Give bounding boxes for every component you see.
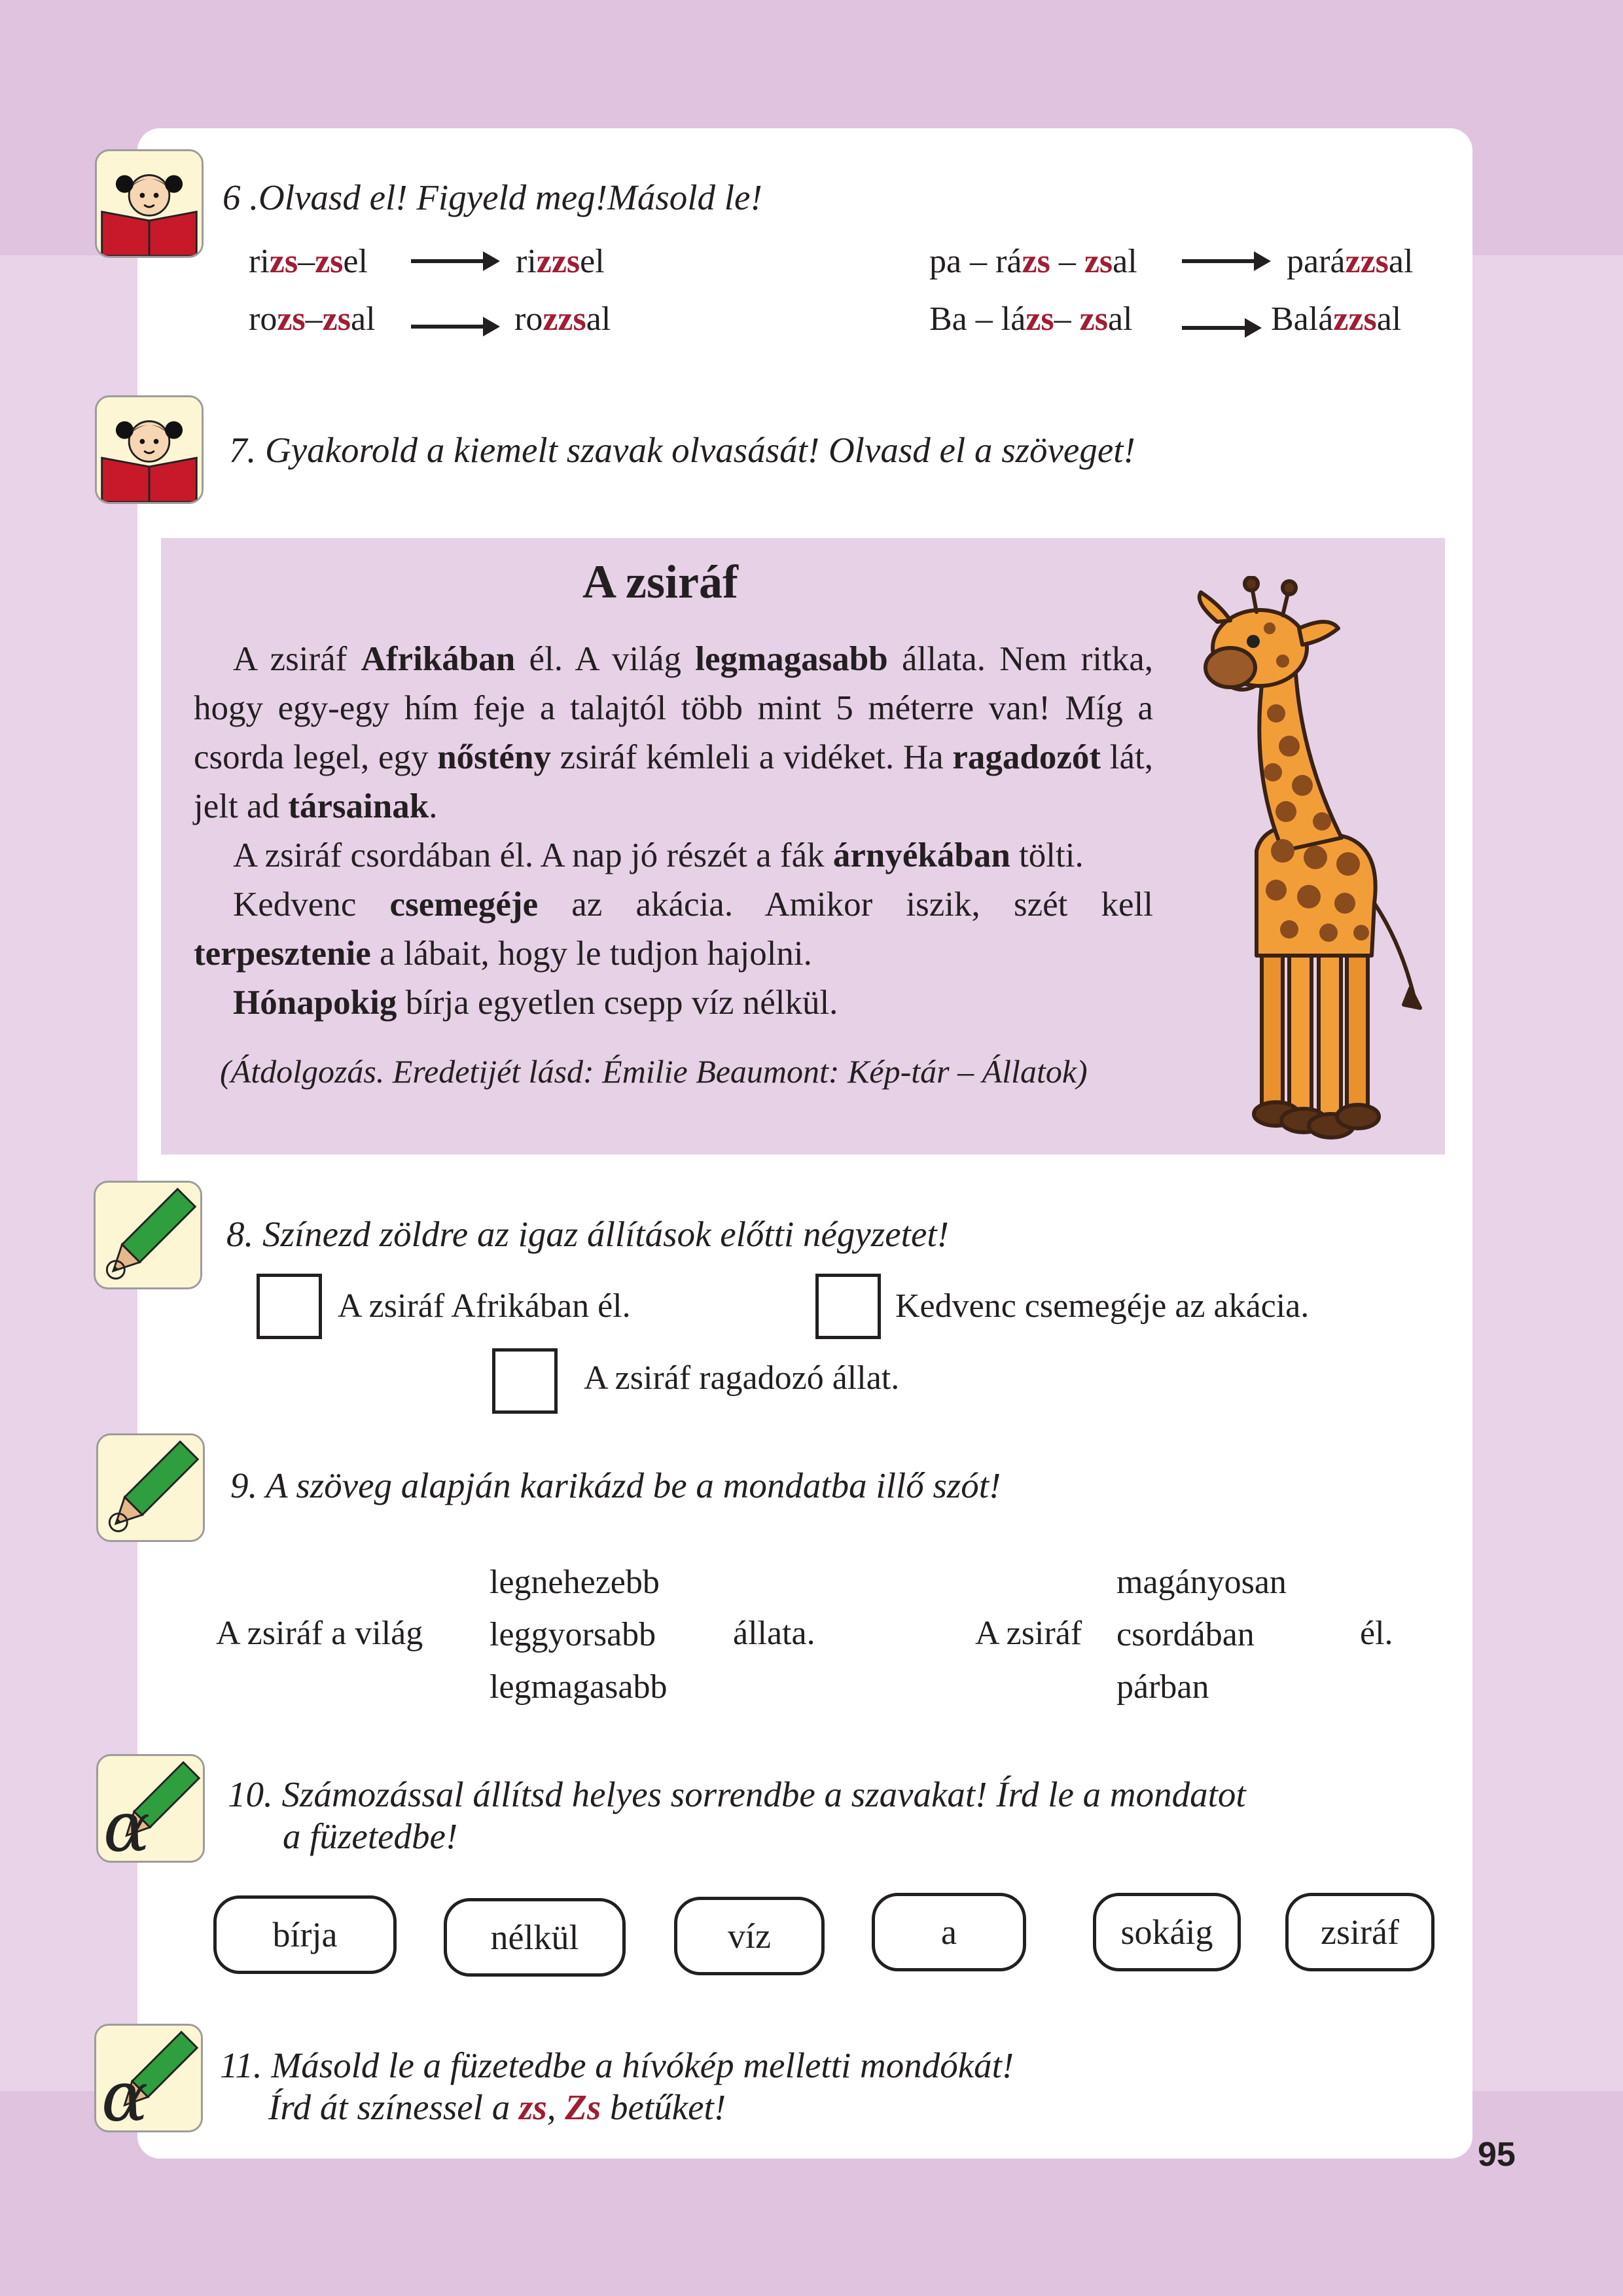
word-card[interactable]: zsiráf bbox=[1285, 1893, 1435, 1971]
exercise-10-instruction-continued: a füzetedbe! bbox=[283, 1816, 458, 1856]
word-options bbox=[490, 1556, 667, 1713]
arrow-icon bbox=[411, 325, 496, 329]
word-options bbox=[1116, 1556, 1287, 1713]
statement-label: A zsiráf ragadozó állat. bbox=[584, 1359, 900, 1397]
reading-girl-icon bbox=[95, 149, 204, 258]
reading-paragraph: A zsiráf csordában él. A nap jó részét a fák árnyékában tölti. bbox=[233, 836, 1084, 874]
exercise-8-instruction: 8. Színezd zöldre az igaz állítások előtti négyzetet! bbox=[226, 1214, 949, 1254]
arrow-icon bbox=[1182, 259, 1267, 263]
pencil-icon bbox=[94, 1181, 202, 1289]
statement-label: Kedvenc csemegéje az akácia. bbox=[895, 1287, 1310, 1325]
word-option[interactable]: csordában bbox=[1116, 1616, 1255, 1653]
word-option[interactable]: magányosan bbox=[1116, 1564, 1287, 1601]
svg-text:α: α bbox=[101, 2056, 149, 2130]
word-card[interactable]: víz bbox=[674, 1897, 825, 1975]
word-option[interactable]: párban bbox=[1116, 1668, 1209, 1706]
arrow-icon bbox=[1182, 326, 1258, 330]
ex6-right-row2-result: Balázzsal bbox=[1271, 300, 1402, 338]
word-option[interactable]: legnehezebb bbox=[490, 1564, 660, 1601]
pencil-icon bbox=[96, 1433, 205, 1542]
ex6-left-row1-result: rizzsel bbox=[516, 243, 605, 280]
word-option[interactable]: leggyorsabb bbox=[490, 1616, 656, 1653]
exercise-11-instruction: 11. Másold le a füzetedbe a hívókép melletti mondókát! bbox=[220, 2045, 1014, 2085]
reading-source: (Átdolgozás. Eredetijét lásd: Émilie Beaumont: Kép-tár – Állatok) bbox=[220, 1053, 1088, 1090]
reading-paragraph: A zsiráf Afrikában él. A világ legmagasabb állata. Nem ritka, hogy egy-egy hím feje a talajtól több mint 5 méterre van! Míg a csorda legel, egy nőstény zsiráf kémleli a vidéket. Ha ragadozót lát, jelt ad társainak. bbox=[194, 640, 1154, 825]
writing-pencil-icon bbox=[96, 1754, 205, 1863]
sentence-end: él. bbox=[1360, 1615, 1393, 1652]
giraffe-illustration bbox=[1191, 576, 1433, 1145]
reading-girl-icon bbox=[95, 395, 204, 504]
writing-pencil-icon bbox=[94, 2024, 203, 2132]
arrow-icon bbox=[411, 259, 496, 263]
exercise-7-instruction: 7. Gyakorold a kiemelt szavak olvasását! Olvasd el a szöveget! bbox=[229, 430, 1135, 470]
ex6-right-row2-source: Ba – lázs– zsal bbox=[929, 300, 1133, 338]
ex6-left-row1-source: rizs–zsel bbox=[249, 243, 368, 280]
ex6-left-row2-result: rozzsal bbox=[514, 300, 611, 338]
sentence-end: állata. bbox=[733, 1615, 815, 1652]
statement-checkbox[interactable] bbox=[815, 1274, 881, 1339]
exercise-6-instruction: 6 .Olvasd el! Figyeld meg!Másold le! bbox=[223, 177, 762, 217]
word-card[interactable]: nélkül bbox=[444, 1898, 626, 1977]
svg-text:α: α bbox=[103, 1787, 151, 1861]
ex6-right-row1-result: parázzsal bbox=[1287, 243, 1414, 280]
ex6-right-row1-source: pa – rázs – zsal bbox=[929, 243, 1137, 280]
exercise-10-instruction: 10. Számozással állítsd helyes sorrendbe a szavakat! Írd le a mondatot bbox=[228, 1774, 1246, 1814]
exercise-9-instruction: 9. A szöveg alapján karikázd be a mondatba illő szót! bbox=[230, 1465, 1001, 1505]
exercise-11-instruction-continued: Írd át színessel a zs, Zs betűket! bbox=[268, 2087, 726, 2127]
ex6-left-row2-source: rozs–zsal bbox=[249, 300, 376, 338]
reading-paragraph: Kedvenc csemegéje az akácia. Amikor iszik, szét kell terpesztenie a lábait, hogy le tudjon hajolni. bbox=[194, 886, 1153, 973]
statement-checkbox[interactable] bbox=[492, 1348, 558, 1414]
page-number: 95 bbox=[1478, 2136, 1516, 2174]
sentence-start: A zsiráf bbox=[975, 1615, 1082, 1652]
reading-paragraph: Hónapokig bírja egyetlen csepp víz nélkül. bbox=[233, 984, 838, 1022]
statement-checkbox[interactable] bbox=[257, 1274, 322, 1339]
word-card[interactable]: sokáig bbox=[1093, 1893, 1241, 1971]
reading-title: A zsiráf bbox=[582, 556, 738, 608]
sentence-start: A zsiráf a világ bbox=[216, 1615, 423, 1652]
word-card[interactable]: bírja bbox=[213, 1895, 397, 1974]
reading-text bbox=[194, 635, 1153, 1028]
word-option[interactable]: legmagasabb bbox=[490, 1668, 668, 1706]
statement-label: A zsiráf Afrikában él. bbox=[338, 1287, 631, 1325]
word-card[interactable]: a bbox=[872, 1893, 1026, 1971]
